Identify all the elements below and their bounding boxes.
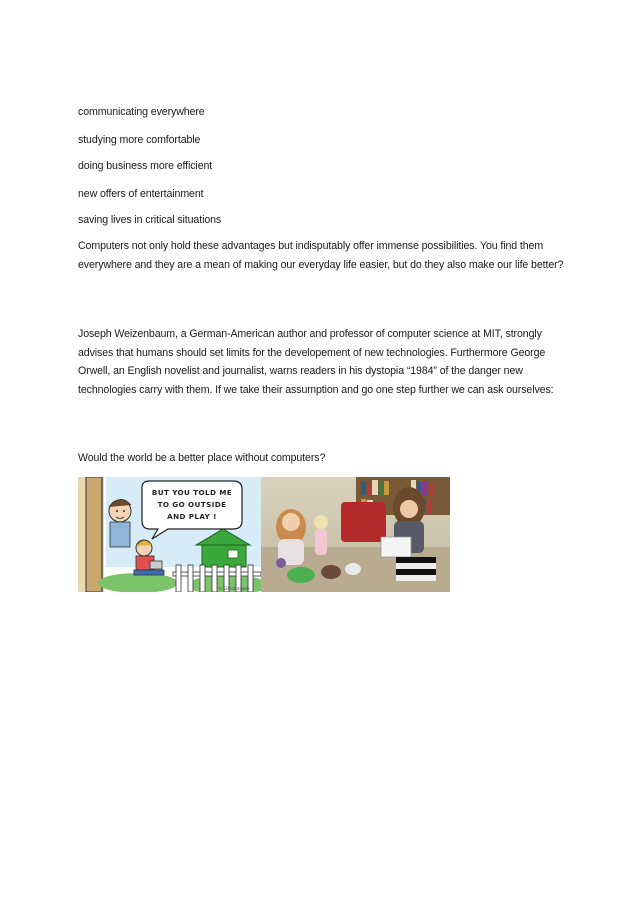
bullet-item: new offers of entertainment <box>78 188 204 200</box>
paragraph-advantages: Computers not only hold these advantages but indisputably offer immense possibilities. You find them everywhere and they are a mean of making our everyday life easier, but do they also make our life better? <box>78 240 564 271</box>
bullet-item: doing business more efficient <box>78 160 213 172</box>
cartoon-credit: © Glasbergen <box>218 587 250 592</box>
illustration-pair <box>78 477 450 592</box>
question-text: Would the world be a better place without computers? <box>78 452 326 464</box>
cartoon-image <box>78 477 261 592</box>
bubble-line: AND PLAY ! <box>167 512 217 521</box>
bullet-item: saving lives in critical situations <box>78 214 222 226</box>
kids-photo <box>261 477 450 592</box>
bubble-line: TO GO OUTSIDE <box>157 500 227 509</box>
bullet-item: studying more comfortable <box>78 134 201 146</box>
paragraph-weizenbaum-orwell: Joseph Weizenbaum, a German-American author and professor of computer science at MIT, strongly advises that humans should set limits for the developement of new technologies. Furthermore George Orwell, an English novelist and journalist, warns readers in his dystopia “1984” of the danger new technologies carry with them. If we take their assumption and go one step further we can ask ourselves: <box>78 328 554 396</box>
cartoon-drawing <box>78 477 261 592</box>
bullet-item: communicating everywhere <box>78 106 205 118</box>
photo-drawing <box>261 477 450 592</box>
bubble-line: BUT YOU TOLD ME <box>151 488 233 497</box>
